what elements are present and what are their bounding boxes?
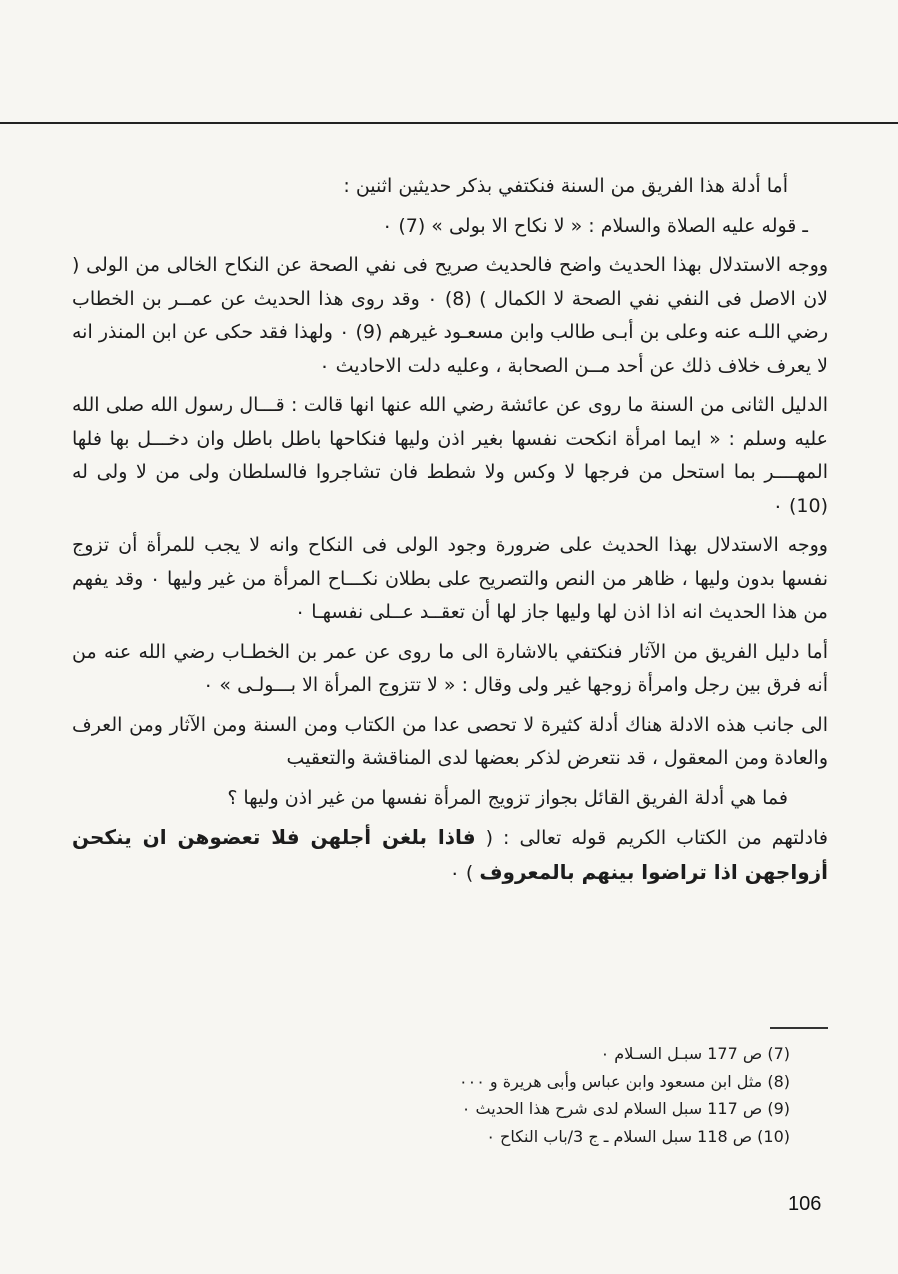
quran-end: ) ٠ (449, 861, 480, 884)
paragraph-other-evidence: الى جانب هذه الادلة هناك أدلة كثيرة لا تحصى عدا من الكتاب ومن السنة ومن الآثار ومن العرف والعادة ومن المعقول ، قد نتعرض لذكر بعضها لدى المناقشة والتعقيب (72, 713, 828, 769)
footnote-8: (8) مثل ابن مسعود وابن عباس وأبى هريرة و ٠٠٠ (459, 1071, 790, 1091)
paragraph-argument-two: ووجه الاستدلال بهذا الحديث على ضرورة وجود الولى فى النكاح وانه لا يجب للمرأة أن تزوج نفسها بدون وليها ، ظاهر من النص والتصريح على بطلان نكـــاح المرأة من غير وليها ٠ وقد يفهم من هذا الحديث انه اذا اذن لها وليها جاز لها أن تعقــد عــلى نفسهـا ٠ (72, 534, 828, 623)
paragraph-quran-evidence (72, 821, 828, 890)
quran-intro: فادلتهم من الكتاب الكريم قوله تعالى : ( (475, 827, 828, 849)
footnote-7: (7) ص 177 سبـل السـلام ٠ (600, 1044, 790, 1063)
quran-verse: فاذا بلغن أجلهن فلا تعضوهن ان ينكحن أزواجهن اذا تراضوا بينهم بالمعروف (72, 825, 828, 884)
paragraph-intro: أما أدلة هذا الفريق من السنة فنكتفي بذكر حديثين اثنين : (343, 175, 788, 197)
footnote-rule (770, 1027, 828, 1029)
header-rule (0, 122, 898, 124)
paragraph-question: فما هي أدلة الفريق القائل بجواز تزويج المرأة نفسها من غير اذن وليها ؟ (227, 786, 788, 809)
page-body (72, 170, 828, 896)
footnotes (200, 1040, 790, 1150)
paragraph-hadith-one: ـ قوله عليه الصلاة والسلام : « لا نكاح الا بولى » (7) ٠ (382, 214, 808, 237)
paragraph-argument-one: ووجه الاستدلال بهذا الحديث واضح فالحديث صريح فى نفي الصحة عن النكاح الخالى من الولى ( لان الاصل فى النفي نفي الصحة لا الكمال ) (8) ٠ وقد روى هذا الحديث عن عمــر بن الخطاب رضي اللـه عنه وعلى بن أبـى طالب وابن مسعـود غيرهم (9) ٠ ولهذا فقد حكى عن ابن المنذر انه لا يعرف خلاف ذلك عن أحد مــن الصحابة ، وعليه دلت الاحاديث ٠ (72, 254, 829, 377)
footnote-10: (10) ص 118 سبل السلام ـ ج 3/باب النكاح ٠ (486, 1126, 790, 1146)
paragraph-athar: أما دليل الفريق من الآثار فنكتفي بالاشارة الى ما روى عن عمر بن الخطـاب رضي الله عنه من أنه فرق بين رجل وامرأة زوجها غير ولى وقال : « لا تتزوج المرأة الا بـــولـى » ٠ (72, 640, 828, 696)
footnote-9: (9) ص 117 سبل السلام لدى شرح هذا الحديث ٠ (461, 1099, 790, 1118)
paragraph-hadith-two: الدليل الثانى من السنة ما روى عن عائشة رضي الله عنها انها قالت : قـــال رسول الله صلى الله عليه وسلم : « ايما امرأة انكحت نفسها بغير اذن وليها فنكاحها باطل باطل وان دخـــل بها فلها المهــــر بما استحل من فرجها لا وكس ولا شطط فان تشاجروا فالسلطان ولى من لا ولى له (10) ٠ (72, 394, 828, 517)
page-number: 106 (788, 1193, 822, 1215)
